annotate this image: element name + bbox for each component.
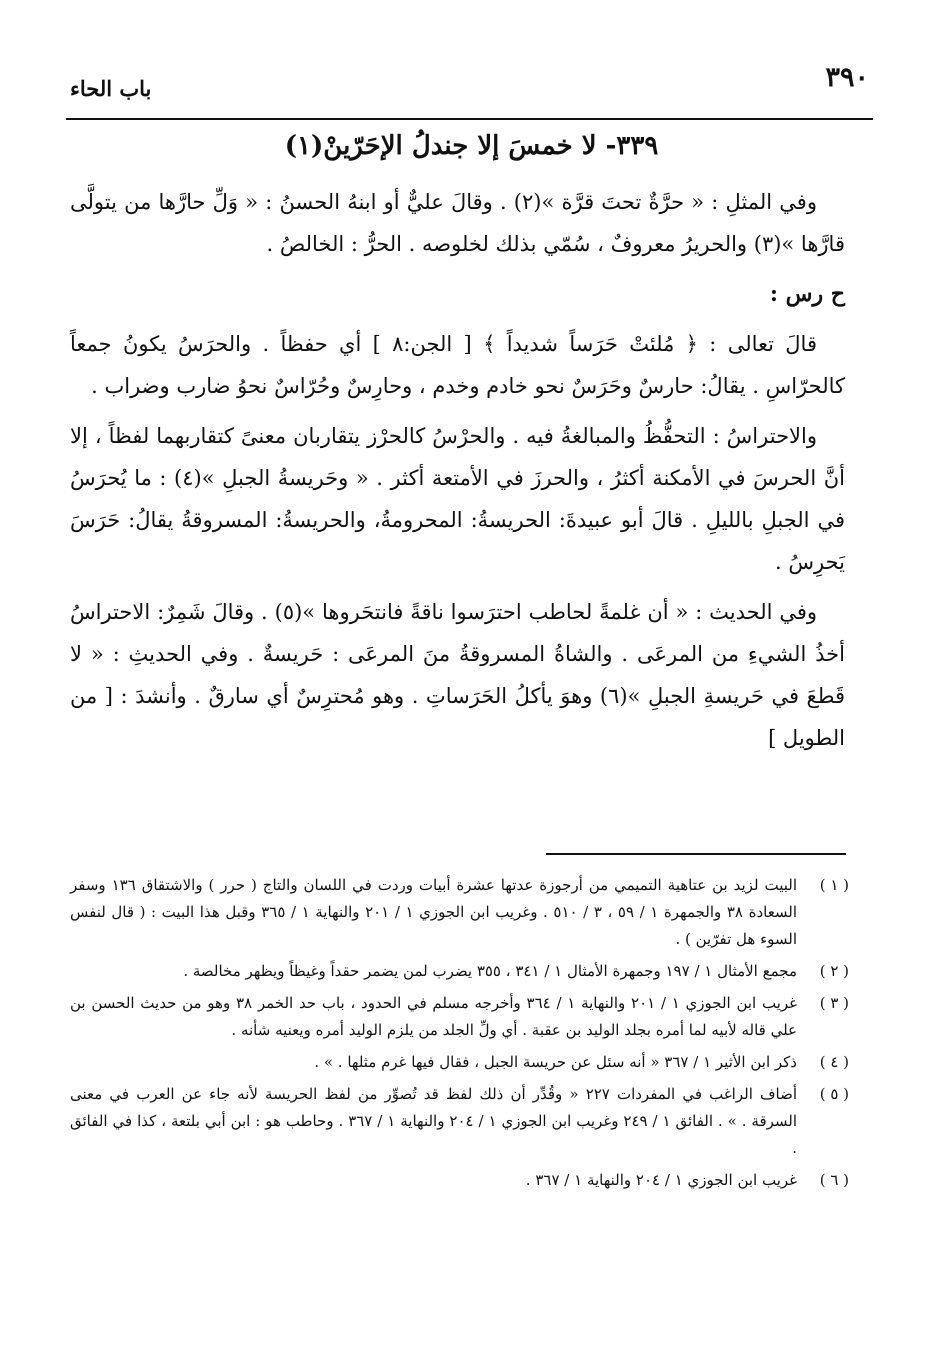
footnote: [70, 990, 849, 1044]
footnote-divider: [546, 853, 846, 855]
footnote-text: البيت لزيد بن عتاهية التميمي من أرجوزة عدتها عشرة أبيات وردت في اللسان والتاج ( حرر ) والاشتقاق ١٣٦ وسفر السعادة ٣٨ والجمهرة ١ / ٥٩ ، ٣ / ٥١٠ . وغريب ابن الجوزي ١ / ٢٠١ والنهاية ١ / ٣٦٥ وقبل هذا البيت : ( قال لنفس السوء هل تفرّين ) .: [70, 876, 798, 948]
footnote: [70, 872, 849, 953]
paragraph: وفي المثلِ : « حرَّةٌ تحتَ قرَّة »(٢) . وقالَ عليٌّ أو ابنهُ الحسنُ : « وَلِّ حارَّها من يتولَّى قارَّها »(٣) والحريرُ معروفٌ ، سُمّي بذلك لخلوصه . الحرُّ : الخالصُ .: [70, 190, 845, 256]
footnote-number: ( ٣ ): [819, 994, 849, 1012]
entry-heading: ٣٣٩- لا خمسَ إلا جندلُ الإحَرّينْ(١): [284, 131, 659, 161]
footnote-number: ( ٤ ): [819, 1053, 849, 1071]
page-number: ٣٩٠: [825, 62, 869, 93]
page-header: [66, 58, 873, 120]
footnote: [70, 958, 849, 985]
footnote-text: غريب ابن الجوزي ١ / ٢٠٤ والنهاية ١ / ٣٦٧ .: [525, 1171, 797, 1189]
footnote-text: مجمع الأمثال ١ / ١٩٧ وجمهرة الأمثال ١ / ٣٤١ ، ٣٥٥ يضرب لمن يضمر حقداً وغيظاً ويظهر مخالصة .: [183, 962, 797, 980]
body-text: [70, 181, 845, 767]
paragraph: وفي الحديث : « أن غلمةً لحاطب احترَسوا ناقةً فانتحَروها »(٥) . وقالَ شَمِرٌ: الاحتراسُ أخذُ الشيءِ من المرعَى . والشاةُ المسروقةُ منَ المرعَى : حَريسةٌ . وفي الحديثِ : « لا قَطعَ في حَريسةِ الجبلِ »(٦) وهوَ يأكلُ الحَرَساتِ . وهو مُحترِسٌ أي سارقٌ . وأنشدَ : [ من الطويل ]: [70, 600, 845, 750]
paragraph: قالَ تعالى : ﴿ مُلئتْ حَرَساً شديداً ﴾ [ الجن:٨ ] أي حفظاً . والحرَسُ يكونُ جمعاً كالحرّاسِ . يقالُ: حارسٌ وحَرَسٌ نحو خادم وخدم ، وحارِسٌ وحُرّاسٌ نحوُ ضارب وضراب .: [70, 332, 845, 398]
footnote: [70, 1049, 849, 1076]
footnotes: [70, 872, 849, 1199]
footnote-number: ( ٦ ): [819, 1171, 849, 1189]
footnote-number: ( ٢ ): [819, 962, 849, 980]
footnote-number: ( ١ ): [819, 876, 849, 894]
footnote-text: غريب ابن الجوزي ١ / ٢٠١ والنهاية ١ / ٣٦٤ وأخرجه مسلم في الحدود ، باب حد الخمر ٣٨ وهو من حديث الحسن بن علي قاله لأبيه لما أمره بجلد الوليد بن عقبة . أي ولِّ الجلد من يلزم الوليد أمره ويعنيه شأنه .: [70, 994, 797, 1039]
footnote: [70, 1081, 849, 1162]
paragraph: والاحتراسُ : التحفُّظُ والمبالغةُ فيه . والحرْسُ كالحرْز يتقاربان معنىً كتقاربهما لفظاً ، إلا أنَّ الحرسَ في الأمكنة أكثرُ ، والحرزَ في الأمتعة أكثر . « وحَريسةُ الجبلِ »(٤) : ما يُحرَسُ في الجبلِ بالليلِ . قالَ أبو عبيدةَ: الحريسةُ: المحرومةُ، والحريسةُ: المسروقةُ يقالُ: حَرَسَ يَحرِسُ .: [70, 424, 845, 574]
chapter-title: باب الحاء: [70, 76, 152, 101]
footnote-text: أضاف الراغب في المفردات ٢٢٧ « وقُدِّر أن ذلك لفظ قد تُصوِّر من لفظ الحريسة لأنه جاء عن العرب في معنى السرقة . » . الفائق ١ / ٢٤٩ وغريب ابن الجوزي ١ / ٢٠٤ والنهاية ١ / ٣٦٧ . وحاطب هو : ابن أبي بلتعة ، كذا في الفائق .: [70, 1085, 798, 1157]
footnote: [70, 1167, 849, 1194]
footnote-text: ذكر ابن الأثير ١ / ٣٦٧ « أنه سئل عن حريسة الجبل ، فقال فيها غرم مثلها . » .: [314, 1053, 797, 1071]
root-subheading: ح رس :: [769, 281, 845, 307]
footnote-number: ( ٥ ): [819, 1085, 849, 1103]
